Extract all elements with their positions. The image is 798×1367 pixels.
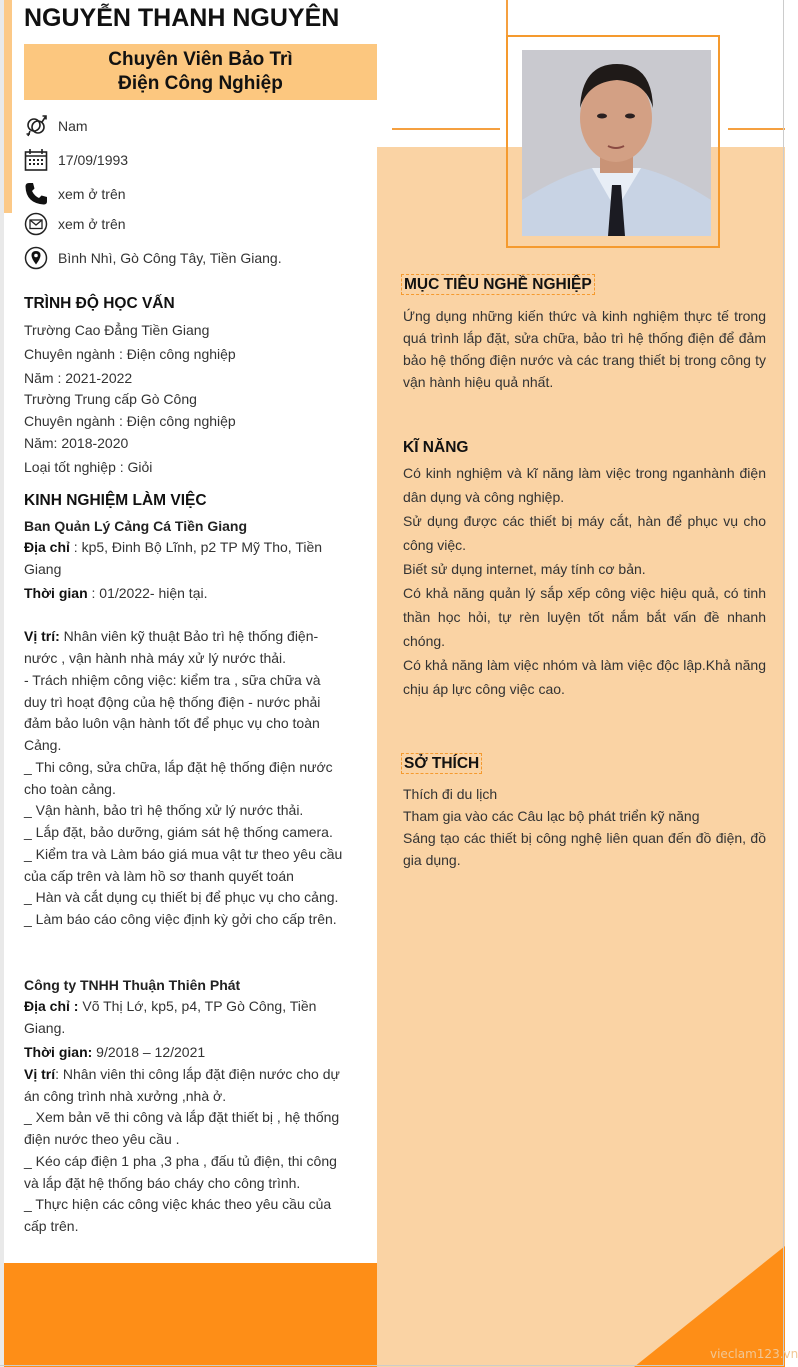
job1-time-value: : 01/2022- hiện tại. xyxy=(87,585,208,601)
watermark: vieclam123.vn xyxy=(710,1347,798,1361)
job2-address-value: Võ Thị Lớ, kp5, p4, TP Gò Công, Tiền Giang. xyxy=(24,998,317,1036)
email-text: xem ở trên xyxy=(58,216,126,232)
job1-position-value: Nhân viên kỹ thuật Bảo trì hệ thống điện-nước , vận hành nhà máy xử lý nước thải. xyxy=(24,628,319,666)
job2-time-value: 9/2018 – 12/2021 xyxy=(92,1044,206,1060)
skills-item: Có khả năng quản lý sắp xếp công việc hiệu quả, có tinh thần học hỏi, tự rèn luyện tốt nắm bắt vấn đề nhanh chóng. xyxy=(403,585,766,649)
birthdate-text: 17/09/1993 xyxy=(58,152,129,168)
skills-item: Biết sử dụng internet, máy tính cơ bản. xyxy=(403,561,646,577)
education-line: Loại tốt nghiệp : Giỏi xyxy=(24,459,153,475)
job2-duty: _ Xem bản vẽ thi công và lắp đặt thiết bị , hệ thống điện nước theo yêu cầu . xyxy=(24,1109,340,1147)
job1-duty: _ Lắp đặt, bảo dưỡng, giám sát hệ thống camera. xyxy=(24,824,333,840)
hobby-item: Thích đi du lịch xyxy=(403,786,498,802)
education-line: Trường Trung cấp Gò Công xyxy=(24,391,197,407)
education-heading: TRÌNH ĐỘ HỌC VẤN xyxy=(24,295,175,312)
job1-company: Ban Quản Lý Cảng Cá Tiền Giang xyxy=(24,518,247,534)
job-title-line1: Chuyên Viên Bảo Trì xyxy=(108,49,293,70)
job1-address-label: Địa chỉ xyxy=(24,539,70,555)
education-line: Chuyên ngành : Điện công nghiệp xyxy=(24,346,236,362)
job2-duty: _ Kéo cáp điện 1 pha ,3 pha , đấu tủ điện, thi công và lắp đặt hệ thống báo cháy cho công trình. xyxy=(24,1153,337,1191)
job1-duty: - Trách nhiệm công việc: kiểm tra , sữa chữa và duy trì hoạt động của hệ thống điện - nước phải đảm bảo luôn vận hành tốt để phục vụ cho toàn Cảng. xyxy=(24,672,321,754)
education-line: Chuyên ngành : Điện công nghiệp xyxy=(24,413,236,429)
job1-address-value: : kp5, Đinh Bộ Lĩnh, p2 TP Mỹ Tho, Tiền Giang xyxy=(24,539,323,577)
gender-text: Nam xyxy=(58,118,88,134)
hobby-item: Tham gia vào các Câu lạc bộ phát triển kỹ năng xyxy=(403,808,700,824)
skills-item: Sử dụng được các thiết bị máy cắt, hàn để phục vụ cho công việc. xyxy=(403,513,766,553)
job2-position-value: : Nhân viên thi công lắp đặt điện nước cho dự án công trình nhà xưởng ,nhà ở. xyxy=(24,1066,340,1104)
objective-heading-text: MỤC TIÊU NGHỀ NGHIỆP xyxy=(401,274,595,295)
skills-heading: KĨ NĂNG xyxy=(403,439,469,456)
hobby-item: Sáng tạo các thiết bị công nghệ liên quan đến đồ điện, đồ gia dụng. xyxy=(403,830,766,868)
job1-duty: _ Thi công, sửa chữa, lắp đặt hệ thống điện nước cho toàn cảng. xyxy=(24,759,333,797)
education-line: Năm: 2018-2020 xyxy=(24,435,129,451)
education-line: Trường Cao Đẳng Tiền Giang xyxy=(24,322,210,338)
address-text: Bình Nhì, Gò Công Tây, Tiền Giang. xyxy=(58,250,282,266)
job1-duty: _ Kiểm tra và Làm báo giá mua vật tư theo yêu cầu của cấp trên và làm hồ sơ thanh quyết toán xyxy=(24,846,343,884)
job1-duty: _ Làm báo cáo công việc định kỳ gởi cho cấp trên. xyxy=(24,911,337,927)
job2-duty: _ Thực hiện các công việc khác theo yêu cầu của cấp trên. xyxy=(24,1196,332,1234)
experience-heading: KINH NGHIỆM LÀM VIỆC xyxy=(24,492,207,509)
phone-text: xem ở trên xyxy=(58,186,126,202)
job2-address-label: Địa chỉ : xyxy=(24,998,79,1014)
job1-duty: _ Vận hành, bảo trì hệ thống xử lý nước thải. xyxy=(24,802,304,818)
job-title-line2: Điện Công Nghiệp xyxy=(118,73,283,94)
hobbies-heading-text: SỞ THÍCH xyxy=(401,753,482,774)
job2-company: Công ty TNHH Thuận Thiên Phát xyxy=(24,977,241,993)
job2-position-label: Vị trí xyxy=(24,1066,56,1082)
job1-time-label: Thời gian xyxy=(24,585,88,601)
education-line: Năm : 2021-2022 xyxy=(24,370,133,386)
job1-position-label: Vị trí: xyxy=(24,628,60,644)
job2-time-label: Thời gian: xyxy=(24,1044,93,1060)
job1-duty: _ Hàn và cắt dụng cụ thiết bị để phục vụ cho cảng. xyxy=(24,889,339,905)
skills-item: Có kinh nghiệm và kĩ năng làm việc trong nganhành điện dân dụng và công nghiệp. xyxy=(403,465,766,505)
skills-item: Có khả năng làm việc nhóm và làm việc độc lập.Khả năng chịu áp lực công việc cao. xyxy=(403,657,766,697)
objective-text: Ứng dụng những kiến thức và kinh nghiệm thực tế trong quá trình lắp đặt, sửa chữa, bảo trì hệ thống điện để đảm bảo hệ thống điện nước và các trang thiết bị trong công ty vận hành hiệu quả nhất. xyxy=(403,308,766,390)
candidate-name: NGUYỄN THANH NGUYÊN xyxy=(24,4,340,32)
